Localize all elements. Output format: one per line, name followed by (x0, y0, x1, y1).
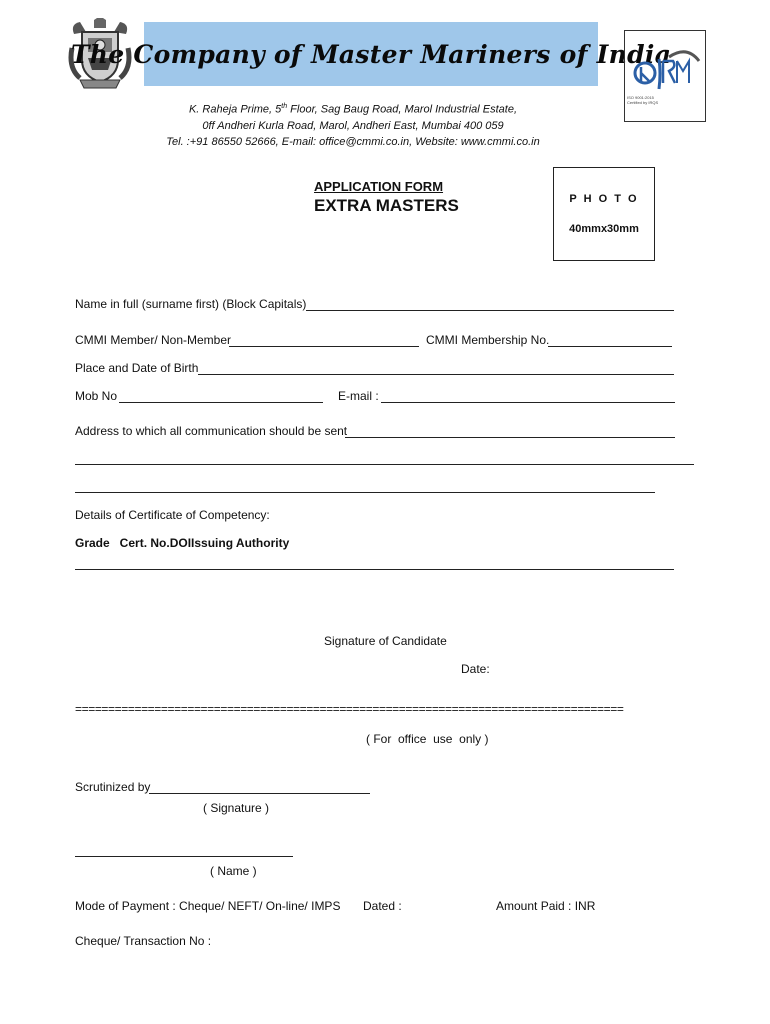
cheque-label: Cheque/ Transaction No : (75, 934, 212, 948)
address-label: Address to which all communication should be sent (75, 424, 348, 438)
member-field-line[interactable] (229, 346, 419, 347)
date-label: Date: (461, 662, 490, 676)
name-field-line[interactable] (306, 310, 674, 311)
place-dob-field-line[interactable] (198, 374, 674, 375)
address-line-1: K. Raheja Prime, 5th Floor, Sag Baug Road, Marol Industrial Estate, (188, 103, 518, 116)
name-label: Name in full (surname first) (Block Capitals) (75, 297, 307, 311)
membership-no-field-line[interactable] (548, 346, 672, 347)
cert-text-1: ISO 9001:2015 (627, 95, 654, 100)
photo-label: P H O T O (569, 193, 639, 205)
scrutinized-label: Scrutinized by (75, 780, 151, 794)
name-paren-label: ( Name ) (210, 864, 257, 878)
org-name: The Company of Master Mariners of India (70, 39, 672, 69)
coc-label: Details of Certificate of Competency: (75, 508, 270, 522)
form-title: APPLICATION FORM (314, 179, 444, 194)
membership-no-label: CMMI Membership No. (426, 333, 550, 347)
office-use-label: ( For office use only ) (366, 732, 489, 746)
place-dob-label: Place and Date of Birth (75, 361, 199, 375)
name-office-field-line[interactable] (75, 856, 293, 857)
email-label: E-mail : (338, 389, 379, 403)
address-line-2: 0ff Andheri Kurla Road, Marol, Andheri East, Mumbai 400 059 (202, 120, 504, 132)
address-line-3: Tel. :+91 86550 52666, E-mail: office@cmmi.co.in, Website: www.cmmi.co.in (166, 136, 540, 148)
form-subtitle: EXTRA MASTERS (314, 196, 459, 215)
member-label: CMMI Member/ Non-Member (75, 333, 232, 347)
photo-box (553, 167, 655, 261)
signature-paren-label: ( Signature ) (203, 801, 270, 815)
coc-field-line[interactable] (75, 569, 674, 570)
signature-label: Signature of Candidate (324, 634, 447, 648)
photo-size: 40mmx30mm (569, 223, 639, 235)
grade-header: Grade Cert. No.DOIIssuing Authority (75, 536, 290, 550)
cert-text-2: Certified by IRQS (627, 100, 659, 105)
mob-label: Mob No (75, 389, 118, 403)
org-name-banner (70, 22, 672, 86)
address-field-line-2[interactable] (75, 464, 694, 465)
email-field-line[interactable] (381, 402, 675, 403)
amount-paid-label: Amount Paid : INR (496, 899, 596, 913)
mob-field-line[interactable] (119, 402, 323, 403)
address-field-line-1[interactable] (345, 437, 675, 438)
separator: =================================================================================== (75, 702, 624, 716)
scrutinized-field-line[interactable] (149, 793, 370, 794)
payment-mode-label: Mode of Payment : Cheque/ NEFT/ On-line/ IMPS (75, 899, 341, 913)
address-field-line-3[interactable] (75, 492, 655, 493)
dated-label: Dated : (363, 899, 402, 913)
